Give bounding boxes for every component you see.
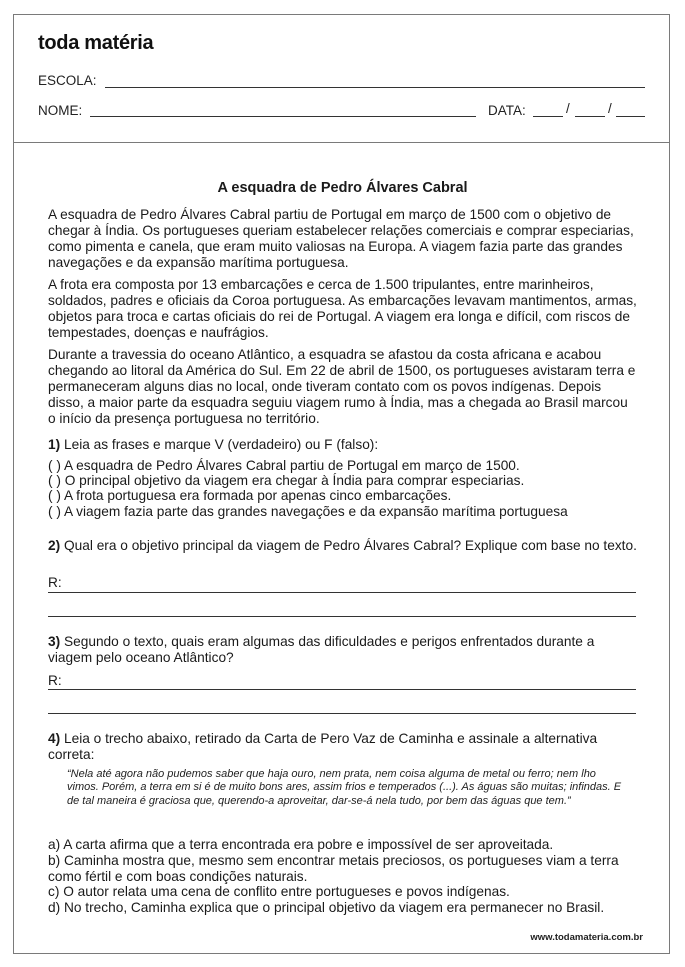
question-text: Qual era o objetivo principal da viagem de Pedro Álvares Cabral? Explique com base no texto. [60, 538, 637, 553]
question-number: 4) [48, 731, 61, 746]
option-d[interactable]: d) No trecho, Caminha explica que o principal objetivo da viagem era permanecer no Brasil. [48, 900, 605, 915]
header-divider [13, 142, 670, 143]
escola-field[interactable] [105, 87, 645, 88]
question-text: Leia as frases e marque V (verdadeiro) ou F (falso): [60, 437, 379, 452]
question-number: 2) [48, 538, 61, 553]
question-number: 3) [48, 634, 61, 649]
question-text: Leia o trecho abaixo, retirado da Carta de Pero Vaz de Caminha e assinale a alternativa correta: [48, 731, 598, 762]
answer-line[interactable] [48, 713, 636, 714]
question-text: Segundo o texto, quais eram algumas das dificuldades e perigos enfrentados durante a viagem pelo oceano Atlântico? [48, 634, 595, 665]
true-false-item[interactable]: ( ) A frota portuguesa era formada por apenas cinco embarcações. [48, 488, 452, 503]
date-day-field[interactable] [533, 116, 563, 117]
date-month-field[interactable] [575, 116, 605, 117]
question-1 [48, 437, 638, 453]
question-3 [48, 634, 638, 666]
true-false-item[interactable]: ( ) A esquadra de Pedro Álvares Cabral partiu de Portugal em março de 1500. [48, 458, 520, 473]
page-title: A esquadra de Pedro Álvares Cabral [217, 180, 468, 196]
question-2 [48, 538, 638, 554]
option-a[interactable]: a) A carta afirma que a terra encontrada era pobre e impossível de ser aproveitada. [48, 837, 554, 852]
footer-url: www.todamateria.com.br [530, 932, 643, 943]
escola-label: ESCOLA: [38, 73, 97, 88]
answer-line[interactable] [48, 592, 636, 593]
nome-field[interactable] [90, 116, 476, 117]
option-b[interactable]: b) Caminha mostra que, mesmo sem encontrar metais preciosos, os portugueses viam a terra como fértil e com boas condições naturais. [48, 853, 619, 884]
paragraph: Durante a travessia do oceano Atlântico, a esquadra se afastou da costa africana e acabou chegando ao litoral da América do Sul. Em 22 de abril de 1500, os portugueses avistaram terra e permaneceram alguns dias no local, onde tiveram contato com os povos indígenas. Depois disso, a maior parte da esquadra seguiu viagem rumo à Índia, mas a chegada ao Brasil marcou o início da presença portuguesa no território. [48, 347, 636, 426]
question-4 [48, 731, 638, 763]
quote-block: “Nela até agora não pudemos saber que haja ouro, nem prata, nem coisa alguma de metal ou ferro; nem lho vimos. Porém, a terra em si é de muito bons ares, assim frios e temperados (...). As águas são muitas; infindas. E de tal maneira é graciosa que, querendo-a aproveitar, dar-se-á nela tudo, por bem das águas que tem.” [67, 768, 622, 807]
answer-label: R: [48, 673, 62, 688]
paragraph: A frota era composta por 13 embarcações e cerca de 1.500 tripulantes, entre marinheiros, soldados, padres e oficiais da Coroa portuguesa. As embarcações levavam mantimentos, armas, objetos para troca e cartas oficiais do rei de Portugal. A viagem era longa e difícil, com riscos de tempestades, doenças e naufrágios. [48, 277, 637, 340]
true-false-item[interactable]: ( ) A viagem fazia parte das grandes navegações e da expansão marítima portuguesa [48, 504, 568, 519]
question-number: 1) [48, 437, 61, 452]
answer-line[interactable] [48, 616, 636, 617]
date-separator: / [608, 101, 612, 116]
logo: toda matéria [38, 32, 154, 54]
data-label: DATA: [488, 103, 526, 118]
paragraph: A esquadra de Pedro Álvares Cabral partiu de Portugal em março de 1500 com o objetivo de chegar à Índia. Os portugueses queriam estabelecer relações comerciais e comprar especiarias, como pimenta e canela, que eram muito valiosas na Europa. A viagem fazia parte das grandes navegações e da expansão marítima portuguesa. [48, 207, 634, 270]
date-year-field[interactable] [616, 116, 645, 117]
nome-label: NOME: [38, 103, 83, 118]
answer-label: R: [48, 575, 62, 590]
option-c[interactable]: c) O autor relata uma cena de conflito entre portugueses e povos indígenas. [48, 884, 510, 899]
answer-line[interactable] [48, 689, 636, 690]
date-separator: / [566, 101, 570, 116]
true-false-item[interactable]: ( ) O principal objetivo da viagem era chegar à Índia para comprar especiarias. [48, 473, 525, 488]
